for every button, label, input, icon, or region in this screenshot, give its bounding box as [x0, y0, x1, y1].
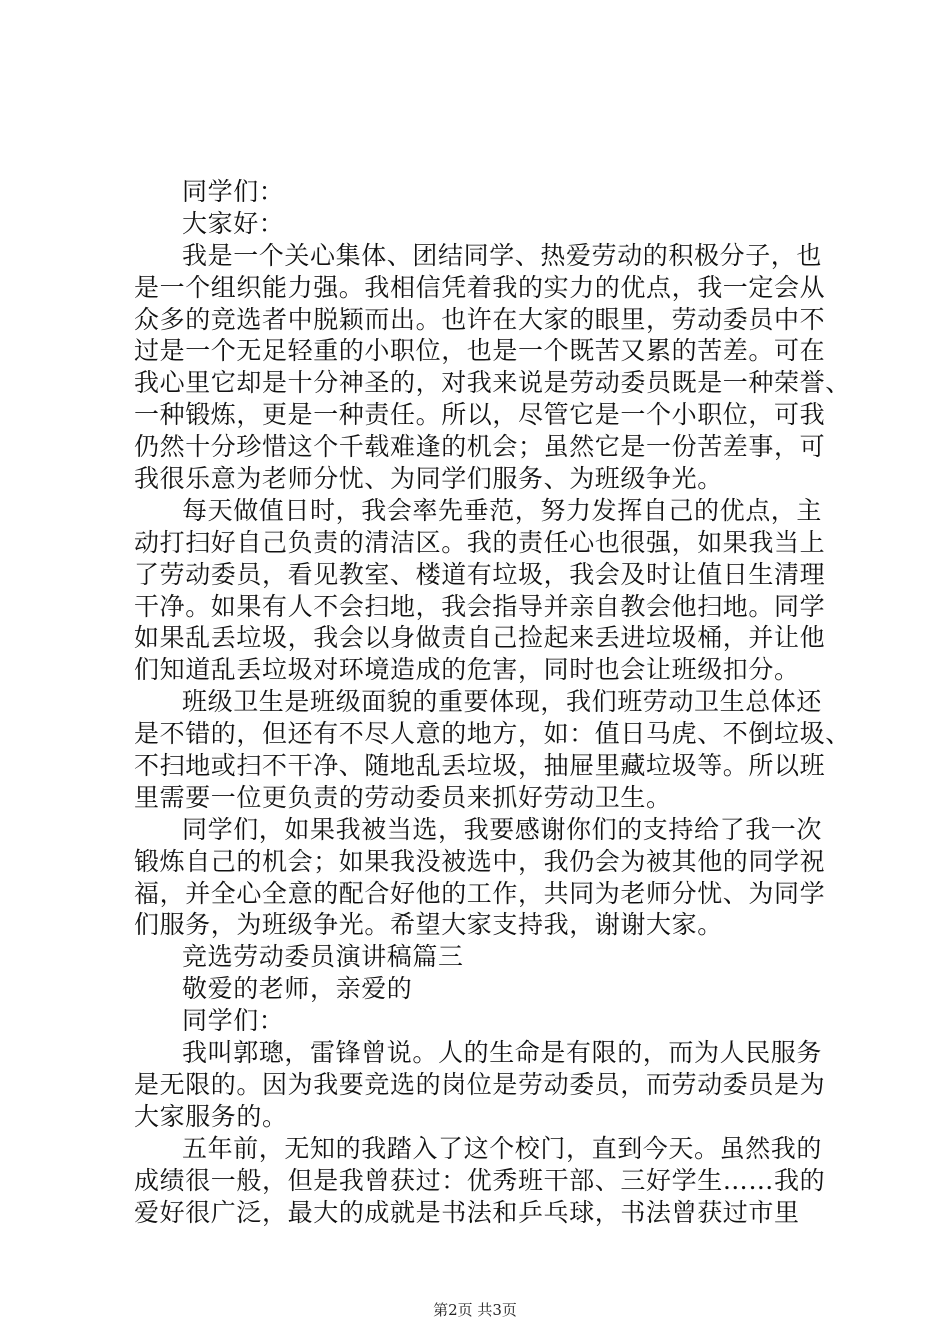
- text-line: 班级卫生是班级面貌的重要体现，我们班劳动卫生总体还: [182, 687, 823, 717]
- text-line: 我很乐意为老师分忧、为同学们服务、为班级争光。: [134, 464, 723, 494]
- text-line: 成绩很一般，但是我曾获过：优秀班干部、三好学生……我的: [134, 1165, 826, 1195]
- text-line: 众多的竞选者中脱颖而出。也许在大家的眼里，劳动委员中不: [134, 304, 826, 334]
- text-line: 锻炼自己的机会；如果我没被选中，我仍会为被其他的同学祝: [134, 846, 826, 876]
- text-line: 是不错的，但还有不尽人意的地方，如：值日马虎、不倒垃圾、: [134, 719, 851, 749]
- document-body: [134, 176, 851, 1228]
- text-line: 同学们：: [182, 1006, 285, 1036]
- text-line: 如果乱丢垃圾，我会以身做责自己捡起来丢进垃圾桶，并让他: [134, 623, 826, 653]
- text-line: 我叫郭璁，雷锋曾说。人的生命是有限的，而为人民服务: [182, 1038, 823, 1068]
- text-line: 干净。如果有人不会扫地，我会指导并亲自教会他扫地。同学: [134, 591, 826, 621]
- text-line: 大家好：: [182, 208, 285, 238]
- text-line: 一种锻炼，更是一种责任。所以，尽管它是一个小职位，可我: [134, 400, 826, 430]
- text-line: 同学们，如果我被当选，我要感谢你们的支持给了我一次: [182, 814, 823, 844]
- text-line: 大家服务的。: [134, 1101, 288, 1131]
- text-line: 们服务，为班级争光。希望大家支持我，谢谢大家。: [134, 910, 723, 940]
- text-line: 里需要一位更负责的劳动委员来抓好劳动卫生。: [134, 782, 672, 812]
- text-line: 我是一个关心集体、团结同学、热爱劳动的积极分子，也: [182, 240, 823, 270]
- text-line: 五年前，无知的我踏入了这个校门，直到今天。虽然我的: [182, 1133, 823, 1163]
- text-line: 每天做值日时，我会率先垂范，努力发挥自己的优点，主: [182, 495, 823, 525]
- text-line: 是无限的。因为我要竞选的岗位是劳动委员，而劳动委员是为: [134, 1069, 826, 1099]
- text-line: 仍然十分珍惜这个千载难逢的机会；虽然它是一份苦差事，可: [134, 432, 826, 462]
- text-line: 动打扫好自己负责的清洁区。我的责任心也很强，如果我当上: [134, 527, 826, 557]
- text-line: 爱好很广泛，最大的成就是书法和乒乓球，书法曾获过市里: [134, 1197, 800, 1227]
- text-line: 我心里它却是十分神圣的，对我来说是劳动委员既是一种荣誉、: [134, 368, 851, 398]
- text-line: 们知道乱丢垃圾对环境造成的危害，同时也会让班级扣分。: [134, 655, 800, 685]
- text-line: 福，并全心全意的配合好他的工作，共同为老师分忧、为同学: [134, 878, 826, 908]
- text-line: 过是一个无足轻重的小职位，也是一个既苦又累的苦差。可在: [134, 336, 826, 366]
- text-line: 是一个组织能力强。我相信凭着我的实力的优点，我一定会从: [134, 272, 826, 302]
- text-line: 不扫地或扫不干净、随地乱丢垃圾，抽屉里藏垃圾等。所以班: [134, 751, 826, 781]
- text-line: 同学们：: [182, 177, 285, 206]
- text-line: 敬爱的老师，亲爱的: [182, 974, 413, 1004]
- text-line: 了劳动委员，看见教室、楼道有垃圾，我会及时让值日生清理: [134, 559, 826, 589]
- page-footer: 第2页 共3页: [433, 1301, 517, 1319]
- section-heading: 竞选劳动委员演讲稿篇三: [182, 942, 464, 972]
